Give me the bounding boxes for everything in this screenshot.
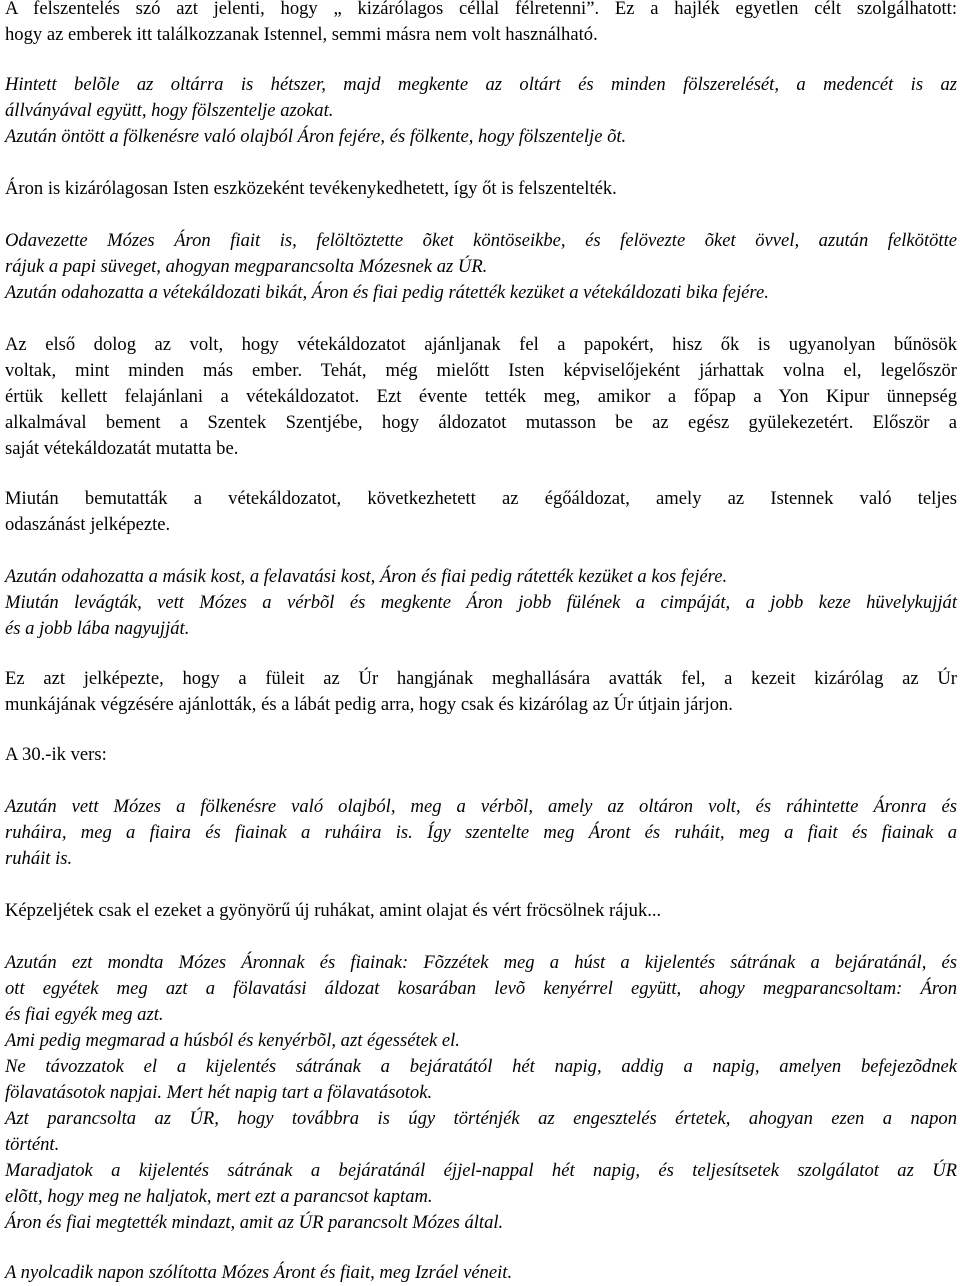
text-line: rájuk a papi süveget, ahogyan megparancsolta Mózesnek az ÚR. bbox=[5, 256, 488, 277]
text-line: Azután odahozatta a vétekáldozati bikát, Áron és fiai pedig rátették kezüket a vétekáldozati bika fejére. bbox=[5, 282, 769, 303]
text-line: Áron is kizárólagosan Isten eszközeként tevékenykedhetett, így őt is felszentelték. bbox=[5, 178, 617, 199]
text-line: Azután vett Mózes a fölkenésre való olajból, meg a vérbõl, amely az oltáron volt, és ráhintette Áronra és bbox=[5, 796, 957, 817]
text-line: Hintett belõle az oltárra is hétszer, majd megkente az oltárt és minden fölszerelését, a medencét is az bbox=[5, 74, 957, 95]
text-line: saját vétekáldozatát mutatta be. bbox=[5, 438, 239, 459]
text-line: elõtt, hogy meg ne haljatok, mert ezt a parancsot kaptam. bbox=[5, 1186, 433, 1207]
text-line: és a jobb lába nagyujját. bbox=[5, 618, 190, 639]
text-line: munkájának végzésére ajánlották, és a lábát pedig arra, hogy csak és kizárólag az Úr útjain járjon. bbox=[5, 694, 733, 715]
text-line: Azután ezt mondta Mózes Áronnak és fiainak: Fõzzétek meg a húst a kijelentés sátrának a bejáratánál, és bbox=[5, 952, 957, 973]
text-line: történt. bbox=[5, 1134, 60, 1155]
text-line: hogy az emberek itt találkozzanak Istennel, semmi másra nem volt használható. bbox=[5, 24, 598, 45]
text-line: Az első dolog az volt, hogy vétekáldozatot ajánljanak fel a papokért, hisz ők is ugyanolyan bűnösök bbox=[5, 334, 957, 355]
text-line: Ne távozzatok el a kijelentés sátrának a bejáratától hét napig, addig a napig, amelyen befejezõdnek bbox=[5, 1056, 957, 1077]
text-line: Azt parancsolta az ÚR, hogy továbbra is úgy történjék az engesztelés értetek, ahogyan ezen a napon bbox=[5, 1108, 957, 1129]
text-line: Odavezette Mózes Áron fiait is, felöltöztette õket köntöseikbe, és felövezte õket övvel, azután felkötötte bbox=[5, 230, 957, 251]
text-line: Ami pedig megmarad a húsból és kenyérbõl, azt égessétek el. bbox=[5, 1030, 460, 1051]
text-line: voltak, mint minden más ember. Tehát, még mielőtt Isten képviselőjeként járhattak volna el, legelőször bbox=[5, 360, 957, 381]
text-line: állványával együtt, hogy fölszentelje azokat. bbox=[5, 100, 334, 121]
text-line: Ez azt jelképezte, hogy a füleit az Úr hangjának meghallására avatták fel, a kezeit kizárólag az Úr bbox=[5, 668, 957, 689]
text-line: Maradjatok a kijelentés sátrának a bejáratánál éjjel-nappal hét napig, és teljesítsetek szolgálatot az ÚR bbox=[5, 1160, 957, 1181]
text-line: Azután öntött a fölkenésre való olajból Áron fejére, és fölkente, hogy fölszentelje õt. bbox=[5, 126, 627, 147]
text-line: értük kellett felajánlani a vétekáldozatot. Ezt évente tették meg, amikor a főpap a Yon Kipur ünnepség bbox=[5, 386, 957, 407]
text-line: ruháira, meg a fiaira és fiainak a ruháira is. Így szentelte meg Áront és ruháit, meg a fiait és fiainak a bbox=[5, 822, 957, 843]
text-line: odaszánást jelképezte. bbox=[5, 514, 171, 535]
text-line: Azután odahozatta a másik kost, a felavatási kost, Áron és fiai pedig rátették kezüket a kos fejére. bbox=[5, 566, 728, 587]
text-line: alkalmával bement a Szentek Szentjébe, hogy áldozatot mutasson be az egész gyülekezetért. Először a bbox=[5, 412, 957, 433]
text-line: A 30.-ik vers: bbox=[5, 744, 107, 765]
text-line: fölavatásotok napjai. Mert hét napig tart a fölavatásotok. bbox=[5, 1082, 433, 1103]
text-line: A felszentelés szó azt jelenti, hogy „ kizárólagos céllal félretenni”. Ez a hajlék egyetlen célt szolgálhatott: bbox=[5, 0, 957, 19]
text-line: ruháit is. bbox=[5, 848, 73, 869]
text-line: ott egyétek meg azt a fölavatási áldozat kosarában levõ kenyérrel együtt, ahogy megparancsoltam: Áron bbox=[5, 978, 957, 999]
text-line: és fiai egyék meg azt. bbox=[5, 1004, 164, 1025]
text-line: A nyolcadik napon szólította Mózes Áront és fiait, meg Izráel véneit. bbox=[5, 1262, 513, 1283]
text-line: Miután levágták, vett Mózes a vérbõl és megkente Áron jobb fülének a cimpáját, a jobb keze hüvelykujját bbox=[5, 592, 957, 613]
text-line: Miután bemutatták a vétekáldozatot, következhetett az égőáldozat, amely az Istennek való teljes bbox=[5, 488, 957, 509]
text-line: Képzeljétek csak el ezeket a gyönyörű új ruhákat, amint olajat és vért fröcsölnek rájuk... bbox=[5, 900, 662, 921]
text-line: Áron és fiai megtették mindazt, amit az ÚR parancsolt Mózes által. bbox=[5, 1212, 504, 1233]
